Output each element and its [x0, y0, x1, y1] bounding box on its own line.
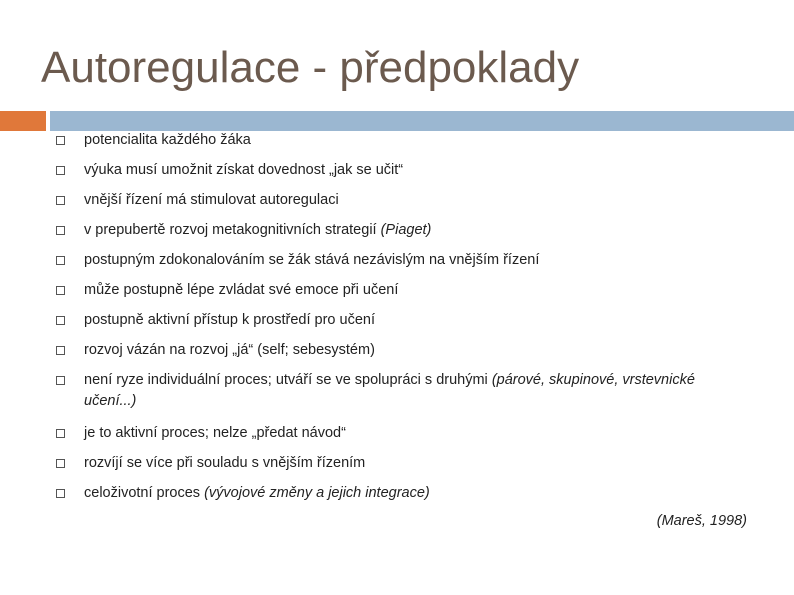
list-item-text — [84, 220, 744, 241]
list-item-text — [84, 160, 744, 181]
citation: (Mareš, 1998) — [656, 513, 747, 529]
list-item-text — [84, 130, 744, 151]
square-bullet-icon — [56, 376, 65, 385]
list-item-main-text: je to aktivní proces; nelze „předat návod“ — [84, 425, 346, 441]
list-item-main-text: rozvoj vázán na rozvoj „já“ (self; sebesystém) — [84, 342, 375, 358]
square-bullet-icon — [56, 256, 65, 265]
list-item-text — [84, 453, 744, 474]
square-bullet-icon — [56, 459, 65, 468]
list-item-italic-text: (Piaget) — [380, 222, 432, 238]
list-item-text — [84, 423, 744, 444]
square-bullet-icon — [56, 429, 65, 438]
list-item-main-text: celoživotní proces — [84, 485, 205, 501]
list-item-italic-text: (párové, skupinové, vrstevnické učení...) — [84, 372, 695, 409]
square-bullet-icon — [56, 136, 65, 145]
list-item-text — [84, 250, 744, 271]
list-item-italic-text: (vývojové změny a jejich integrace) — [204, 485, 430, 501]
list-item-text — [84, 310, 744, 331]
list-item-main-text: rozvíjí se více při souladu s vnějším řízením — [84, 455, 366, 471]
square-bullet-icon — [56, 489, 65, 498]
list-item-main-text: postupně aktivní přístup k prostředí pro učení — [84, 312, 375, 328]
square-bullet-icon — [56, 196, 65, 205]
list-item-text — [84, 370, 744, 412]
square-bullet-icon — [56, 286, 65, 295]
list-item-main-text: není ryze individuální proces; utváří se ve spolupráci s druhými — [84, 372, 492, 388]
square-bullet-icon — [56, 316, 65, 325]
list-item-text — [84, 190, 744, 211]
list-item-main-text: postupným zdokonalováním se žák stává nezávislým na vnějším řízení — [84, 252, 540, 268]
square-bullet-icon — [56, 346, 65, 355]
square-bullet-icon — [56, 166, 65, 175]
list-item-text — [84, 483, 744, 504]
list-item-text — [84, 280, 744, 301]
list-item-main-text: v prepubertě rozvoj metakognitivních strategií — [84, 222, 381, 238]
square-bullet-icon — [56, 226, 65, 235]
list-item-text — [84, 340, 744, 361]
list-item-main-text: vnější řízení má stimulovat autoregulaci — [84, 192, 339, 208]
list-item-main-text: může postupně lépe zvládat své emoce při učení — [84, 282, 399, 298]
list-item-main-text: výuka musí umožnit získat dovednost „jak se učit“ — [84, 162, 404, 178]
list-item-main-text: potencialita každého žáka — [84, 132, 251, 148]
page-title: Autoregulace - předpoklady — [41, 43, 580, 92]
